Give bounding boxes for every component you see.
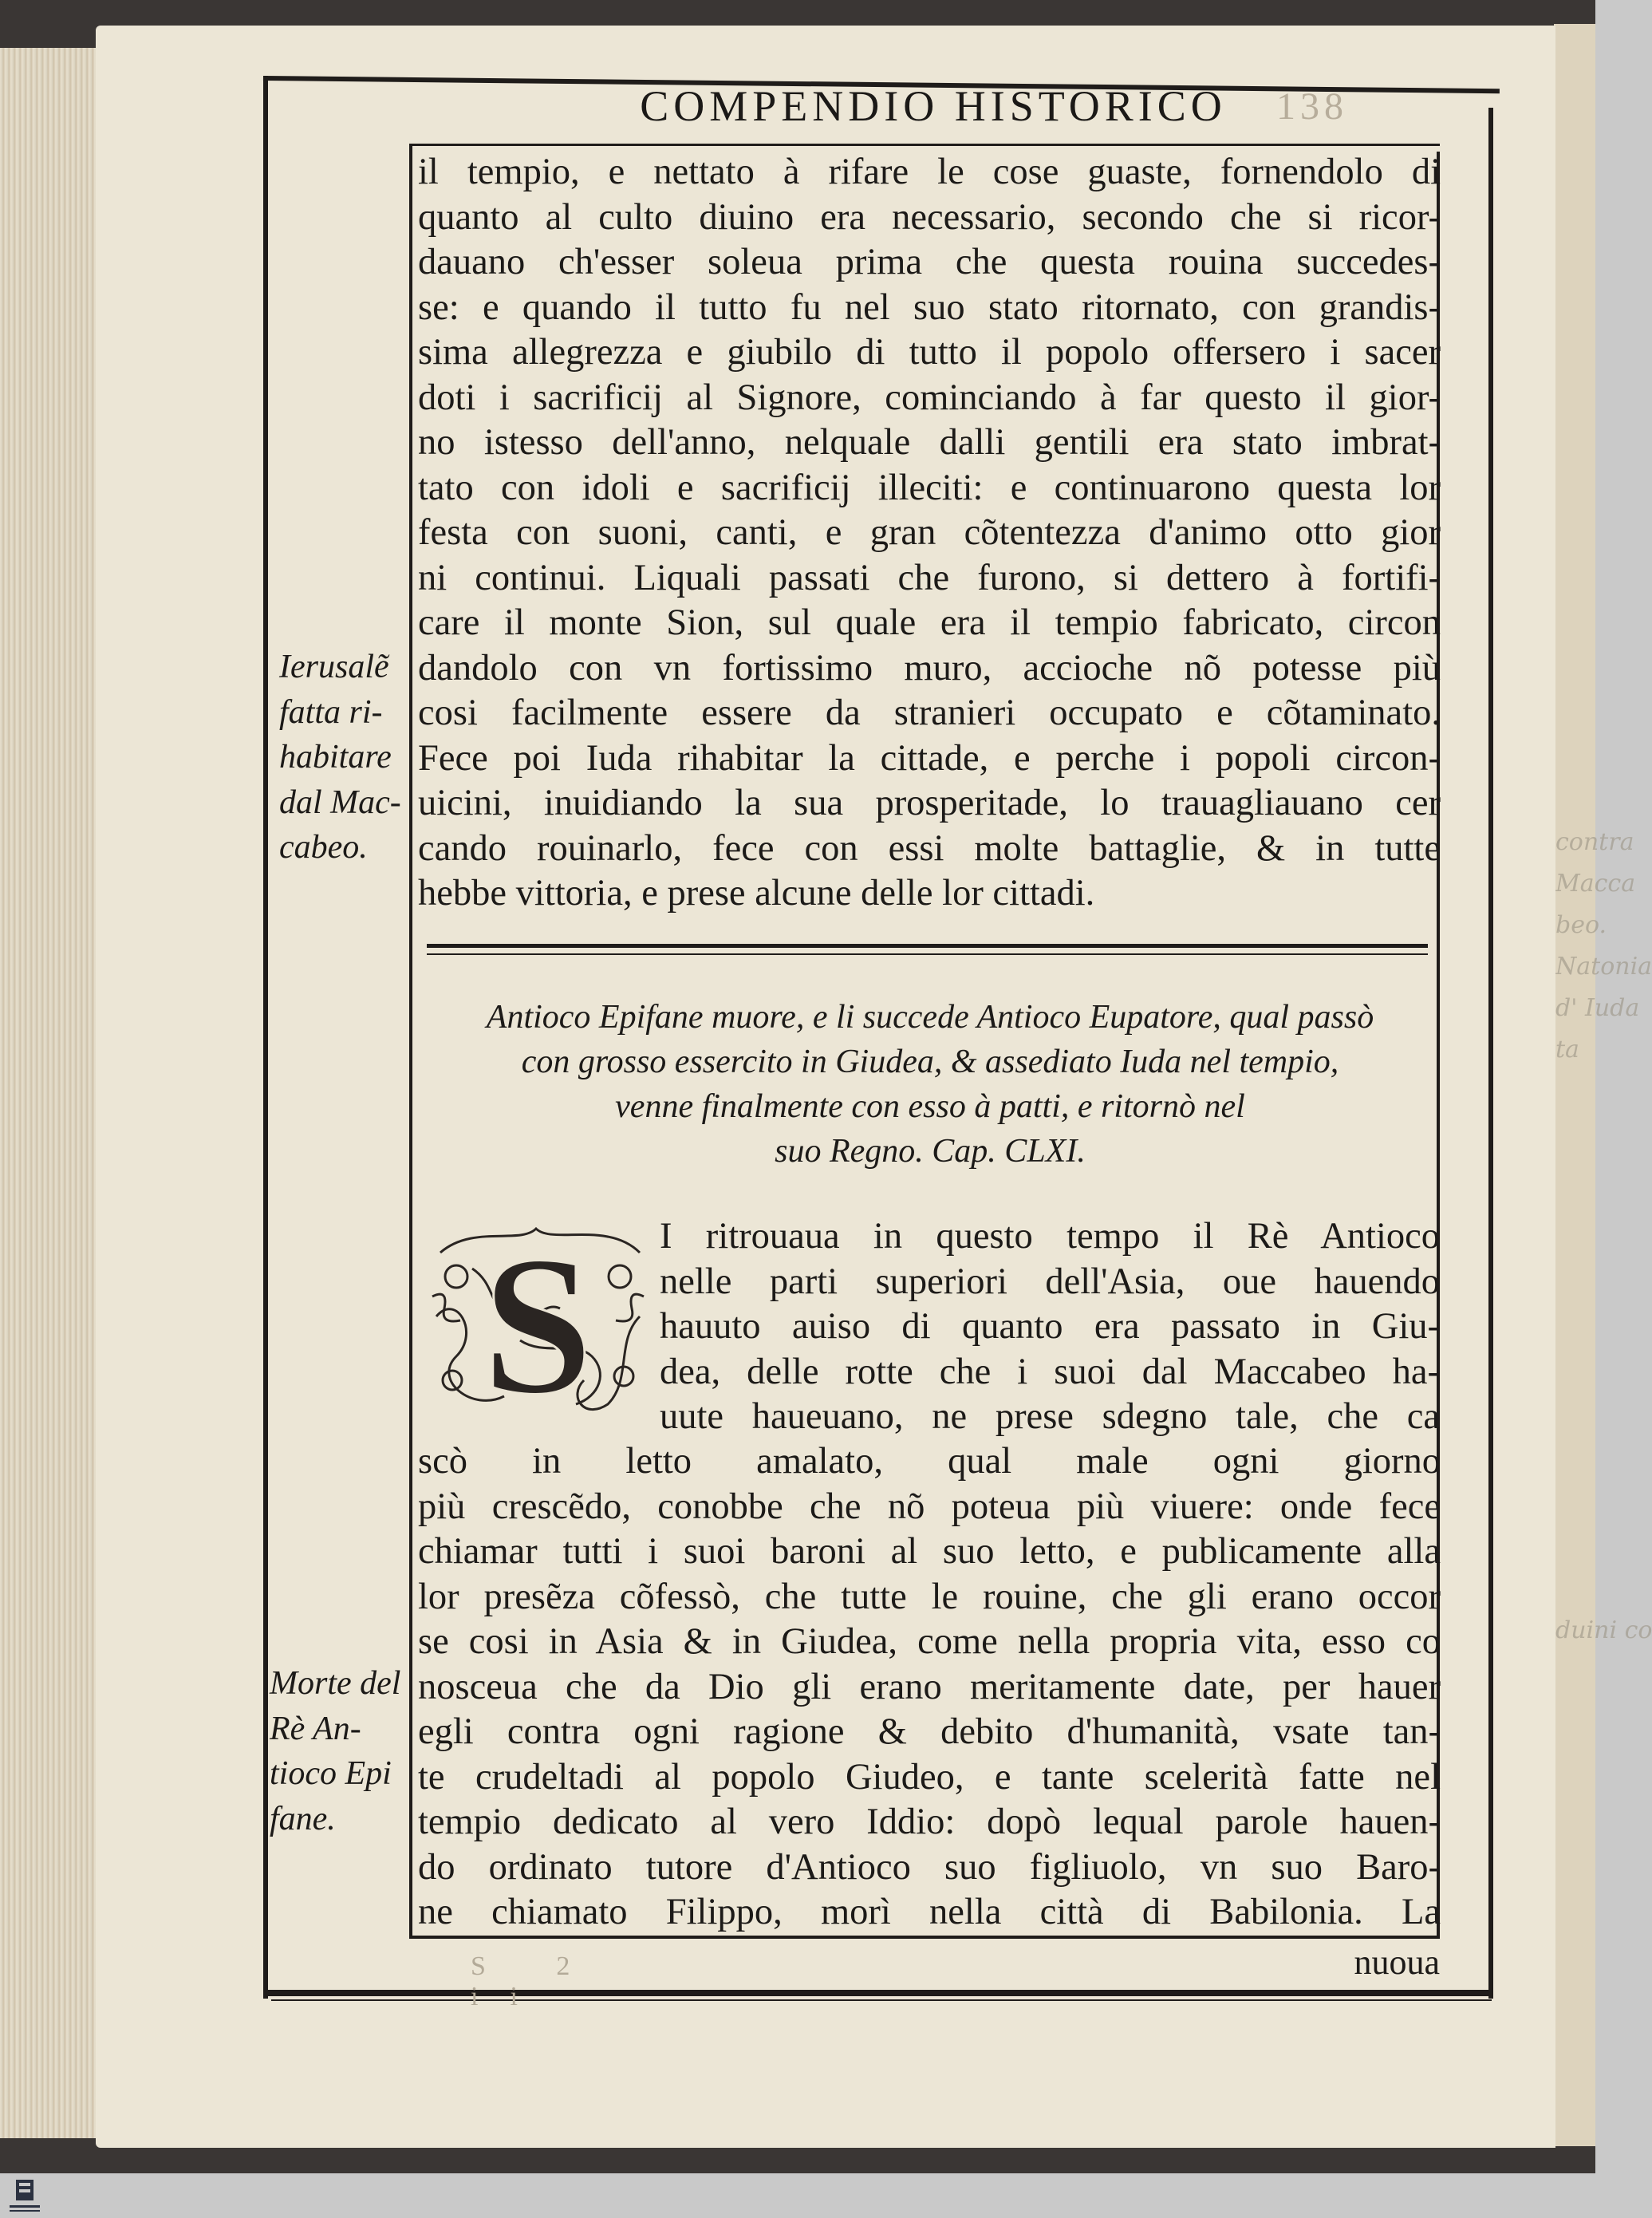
library-logo-icon <box>6 2175 43 2215</box>
paragraph-2-continued <box>418 1439 1441 1936</box>
bleed-through-page-number: 138 <box>1276 85 1348 128</box>
text-line: dea, delle rotte che i suoi dal Maccabeo ha- <box>660 1351 1440 1392</box>
section-divider-thin <box>427 953 1428 955</box>
frame-outer-bottom-thin <box>271 1999 1492 2001</box>
text-line: ne chiamato Filippo, morì nella città di Babilonia. La <box>418 1892 1441 1932</box>
section-divider <box>427 944 1428 948</box>
frame-outer-right <box>1488 108 1493 1999</box>
text-line: care il monte Sion, sul quale era il tempio fabricato, circon <box>418 602 1441 643</box>
heading-line: venne finalmente con esso à patti, e ritornò nel <box>615 1088 1245 1125</box>
heading-line: suo Regno. Cap. CLXI. <box>775 1133 1086 1170</box>
text-line: più crescẽdo, conobbe che nõ poteua più viuere: onde fece <box>418 1486 1441 1527</box>
margin-note-jerusalem <box>279 645 419 870</box>
decorated-initial-s <box>424 1215 652 1436</box>
text-line: dauano ch'esser soleua prima che questa rouina succedes- <box>418 242 1441 282</box>
text-line: cando rouinarlo, fece con essi molte battaglie, & in tutte <box>418 827 1441 869</box>
text-line: il tempio, e nettato à rifare le cose guaste, fornendolo di <box>418 152 1441 192</box>
frame-inner-top <box>409 144 1440 146</box>
margin-note-line: dal Mac- <box>279 783 401 821</box>
text-line: uute haueuano, ne prese sdegno tale, che ca <box>660 1396 1440 1437</box>
text-line: chiamar tutti i suoi baroni al suo letto, e publicamente alla <box>418 1531 1441 1572</box>
text-line: hebbe vittoria, e prese alcune delle lor cittadi. <box>418 873 1095 914</box>
text-line: egli contra ogni ragione & debito d'humanità, vsate tan- <box>418 1711 1441 1752</box>
margin-note-line: Rè An- <box>270 1710 361 1747</box>
paragraph-1 <box>418 150 1441 917</box>
paragraph-2-opening <box>660 1214 1440 1440</box>
heading-line: con grosso essercito in Giudea, & assediato Iuda nel tempio, <box>521 1044 1339 1080</box>
text-line: ni continui. Liquali passati che furono, si dettero à fortifi- <box>418 557 1441 598</box>
margin-note-line: fatta ri- <box>279 693 383 731</box>
text-line: lor presẽza cõfessò, che tutte le rouine, che gli erano occor <box>418 1576 1441 1617</box>
page-stack-edge <box>0 48 112 2138</box>
text-line: tato con idoli e sacrificij illeciti: e continuarono questa lor <box>418 467 1441 508</box>
chapter-heading <box>423 995 1437 1174</box>
frame-inner-bottom <box>409 1936 1440 1939</box>
frame-outer-bottom <box>263 1990 1493 1996</box>
catchword: nuoua <box>1354 1943 1440 1982</box>
margin-note-line: fane. <box>270 1800 336 1837</box>
margin-note-death <box>270 1661 409 1841</box>
margin-note-line: Ierusalẽ <box>279 649 389 685</box>
margin-note-line: cabeo. <box>279 829 368 866</box>
text-line: cosi facilmente essere da stranieri occupato e cõtaminato. <box>418 693 1441 733</box>
text-line: do ordinato tutore d'Antioco suo figliuolo, vn suo Baro- <box>418 1846 1441 1888</box>
text-line: no istesso dell'anno, nelquale dalli gentili era stato imbrat- <box>418 422 1441 463</box>
text-line: Fece poi Iuda rihabitar la cittade, e perche i popoli circon- <box>418 737 1441 779</box>
text-line: nosceua che da Dio gli erano meritamente date, per hauer <box>418 1666 1441 1707</box>
heading-line: Antioco Epifane muore, e li succede Antioco Eupatore, qual passò <box>486 999 1374 1036</box>
frame-outer-left <box>263 76 268 1999</box>
text-line: tempio dedicato al vero Iddio: dopò lequal parole hauen- <box>418 1802 1441 1842</box>
bleed-through-signature: S 2 ii <box>471 1952 602 2011</box>
running-header: COMPENDIO HISTORICO <box>640 82 1227 130</box>
text-line: te crudeltadi al popolo Giudeo, e tante scelerità fatte nel <box>418 1756 1441 1798</box>
text-line: nelle parti superiori dell'Asia, oue hauendo <box>660 1261 1440 1302</box>
text-line: uicini, inuidiando la sua prosperitade, lo trauagliauano cer <box>418 783 1441 823</box>
text-line: quanto al culto diuino era necessario, secondo che si ricor- <box>418 196 1441 238</box>
text-line: I ritrouaua in questo tempo il Rè Antioco <box>660 1216 1440 1257</box>
initial-letter: S <box>482 1215 593 1436</box>
text-line: doti i sacrificij al Signore, cominciando à far questo il gior- <box>418 377 1441 418</box>
text-line: scò in letto amalato, qual male ogni giorno <box>418 1441 1441 1482</box>
text-line: festa con suoni, canti, e gran cõtentezza d'animo otto gior <box>418 512 1441 553</box>
text-line: hauuto auiso di quanto era passato in Giu- <box>660 1306 1440 1347</box>
margin-note-line: tioco Epi <box>270 1755 392 1792</box>
text-line: se: e quando il tutto fu nel suo stato ritornato, con grandis- <box>418 286 1441 328</box>
facing-page-bleed-text: contra Macca beo. Natonia d' Iuda ta duini co <box>1555 828 1652 1644</box>
frame-inner-left <box>409 144 412 1937</box>
margin-note-line: habitare <box>279 739 392 776</box>
margin-note-line: Morte del <box>270 1665 401 1702</box>
text-line: dandolo con vn fortissimo muro, accioche nõ potesse più <box>418 647 1441 689</box>
text-line: sima allegrezza e giubilo di tutto il popolo offersero i sacer <box>418 332 1441 373</box>
text-line: se cosi in Asia & in Giudea, come nella propria vita, esso co <box>418 1621 1441 1662</box>
